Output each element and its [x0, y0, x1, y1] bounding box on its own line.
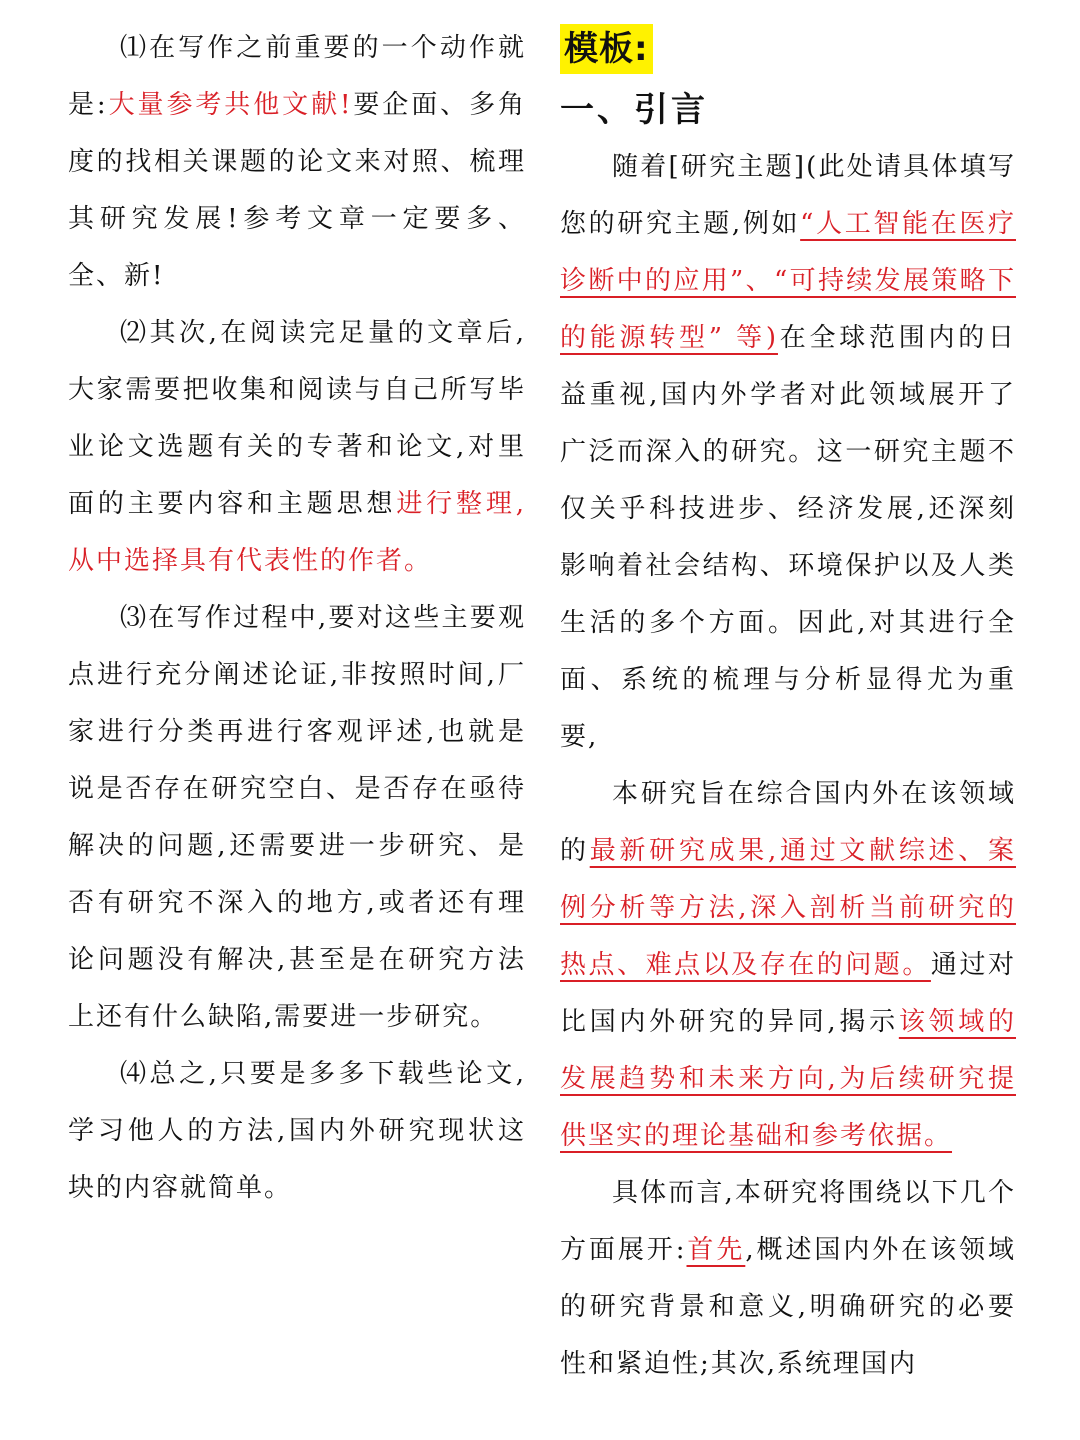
paragraph-research-aim — [560, 766, 1016, 1165]
paragraph-reference-literature — [68, 20, 526, 305]
left-column — [68, 20, 526, 1217]
red-underlined-emphasis: 最新研究成果,通过文献综述、案例分析等方法,深入剖析当前研究的热点、难点以及存在的问题。 — [560, 836, 1016, 980]
text-segment: 随着[研究主题](此处请具体填写您的研究主题,例如 — [560, 152, 1016, 239]
paragraph-research-topic — [560, 139, 1016, 766]
red-emphasis: 大量参考共他文献 — [107, 90, 340, 120]
right-column — [560, 20, 1016, 1393]
text-segment: 在全球范围内的日益重视,国内外学者对此领域展开了广泛而深入的研究。这一研究主题不仅关乎科技进步、经济发展,还深刻影响着社会结构、环境保护以及人类生活的多个方面。因此,对其进行全面、系统的梳理与分析显得尤为重要, — [560, 323, 1016, 752]
template-title: 模板: — [560, 24, 653, 74]
red-underlined-example: “人工智能在医疗诊断中的应用”、“可持续发展策略下的能源转型” 等) — [560, 209, 1016, 353]
text-segment: 本研究旨在综合国内外在该领域的 — [560, 779, 1016, 866]
text-segment: 通过对比国内外研究的异同,揭示 — [560, 950, 1016, 1037]
text-segment: ⑷总之,只要是多多下载些论文,学习他人的方法,国内外研究现状这块的内容就简单。 — [68, 1059, 526, 1203]
text-segment: ⑵其次,在阅读完足量的文章后,大家需要把收集和阅读与自己所写毕业论文选题有关的专著和论文,对里面的主要内容和主题思想 — [68, 318, 526, 519]
paragraph-writing-process — [68, 590, 526, 1046]
text-segment: 要企面、多角度的找相关课题的论文来对照、梳理其研究发展!参考文章一定要多、全、新! — [68, 90, 526, 291]
red-underlined-first: 首先 — [686, 1235, 746, 1265]
red-emphasis: 进行整理,从中选择具有代表性的作者。 — [68, 489, 526, 576]
text-segment: ⑴在写作之前重要的一个动作就是: — [68, 33, 526, 120]
paragraph-summary — [68, 1046, 526, 1217]
paragraph-organize-literature — [68, 305, 526, 590]
section-heading-introduction: 一、引言 — [560, 90, 708, 130]
red-exclamation: ! — [340, 90, 353, 120]
text-segment: ⑶在写作过程中,要对这些主要观点进行充分阐述论证,非按照时间,厂家进行分类再进行客观评述,也就是说是否存在研究空白、是否存在亟待解决的问题,还需要进一步研究、是否有研究不深入的地方,或者还有理论问题没有解决,甚至是在研究方法上还有什么缺陷,需要进一步研究。 — [68, 603, 526, 1032]
red-underlined-emphasis: 该领域的发展趋势和未来方向,为后续研究提供坚实的理论基础和参考依据。 — [560, 1007, 1016, 1151]
text-segment: ,概述国内外在该领域的研究背景和意义,明确研究的必要性和紧迫性;其次,系统理国内 — [560, 1235, 1016, 1379]
text-segment: 具体而言,本研究将围绕以下几个方面展开: — [560, 1178, 1016, 1265]
paragraph-specifics — [560, 1165, 1016, 1393]
